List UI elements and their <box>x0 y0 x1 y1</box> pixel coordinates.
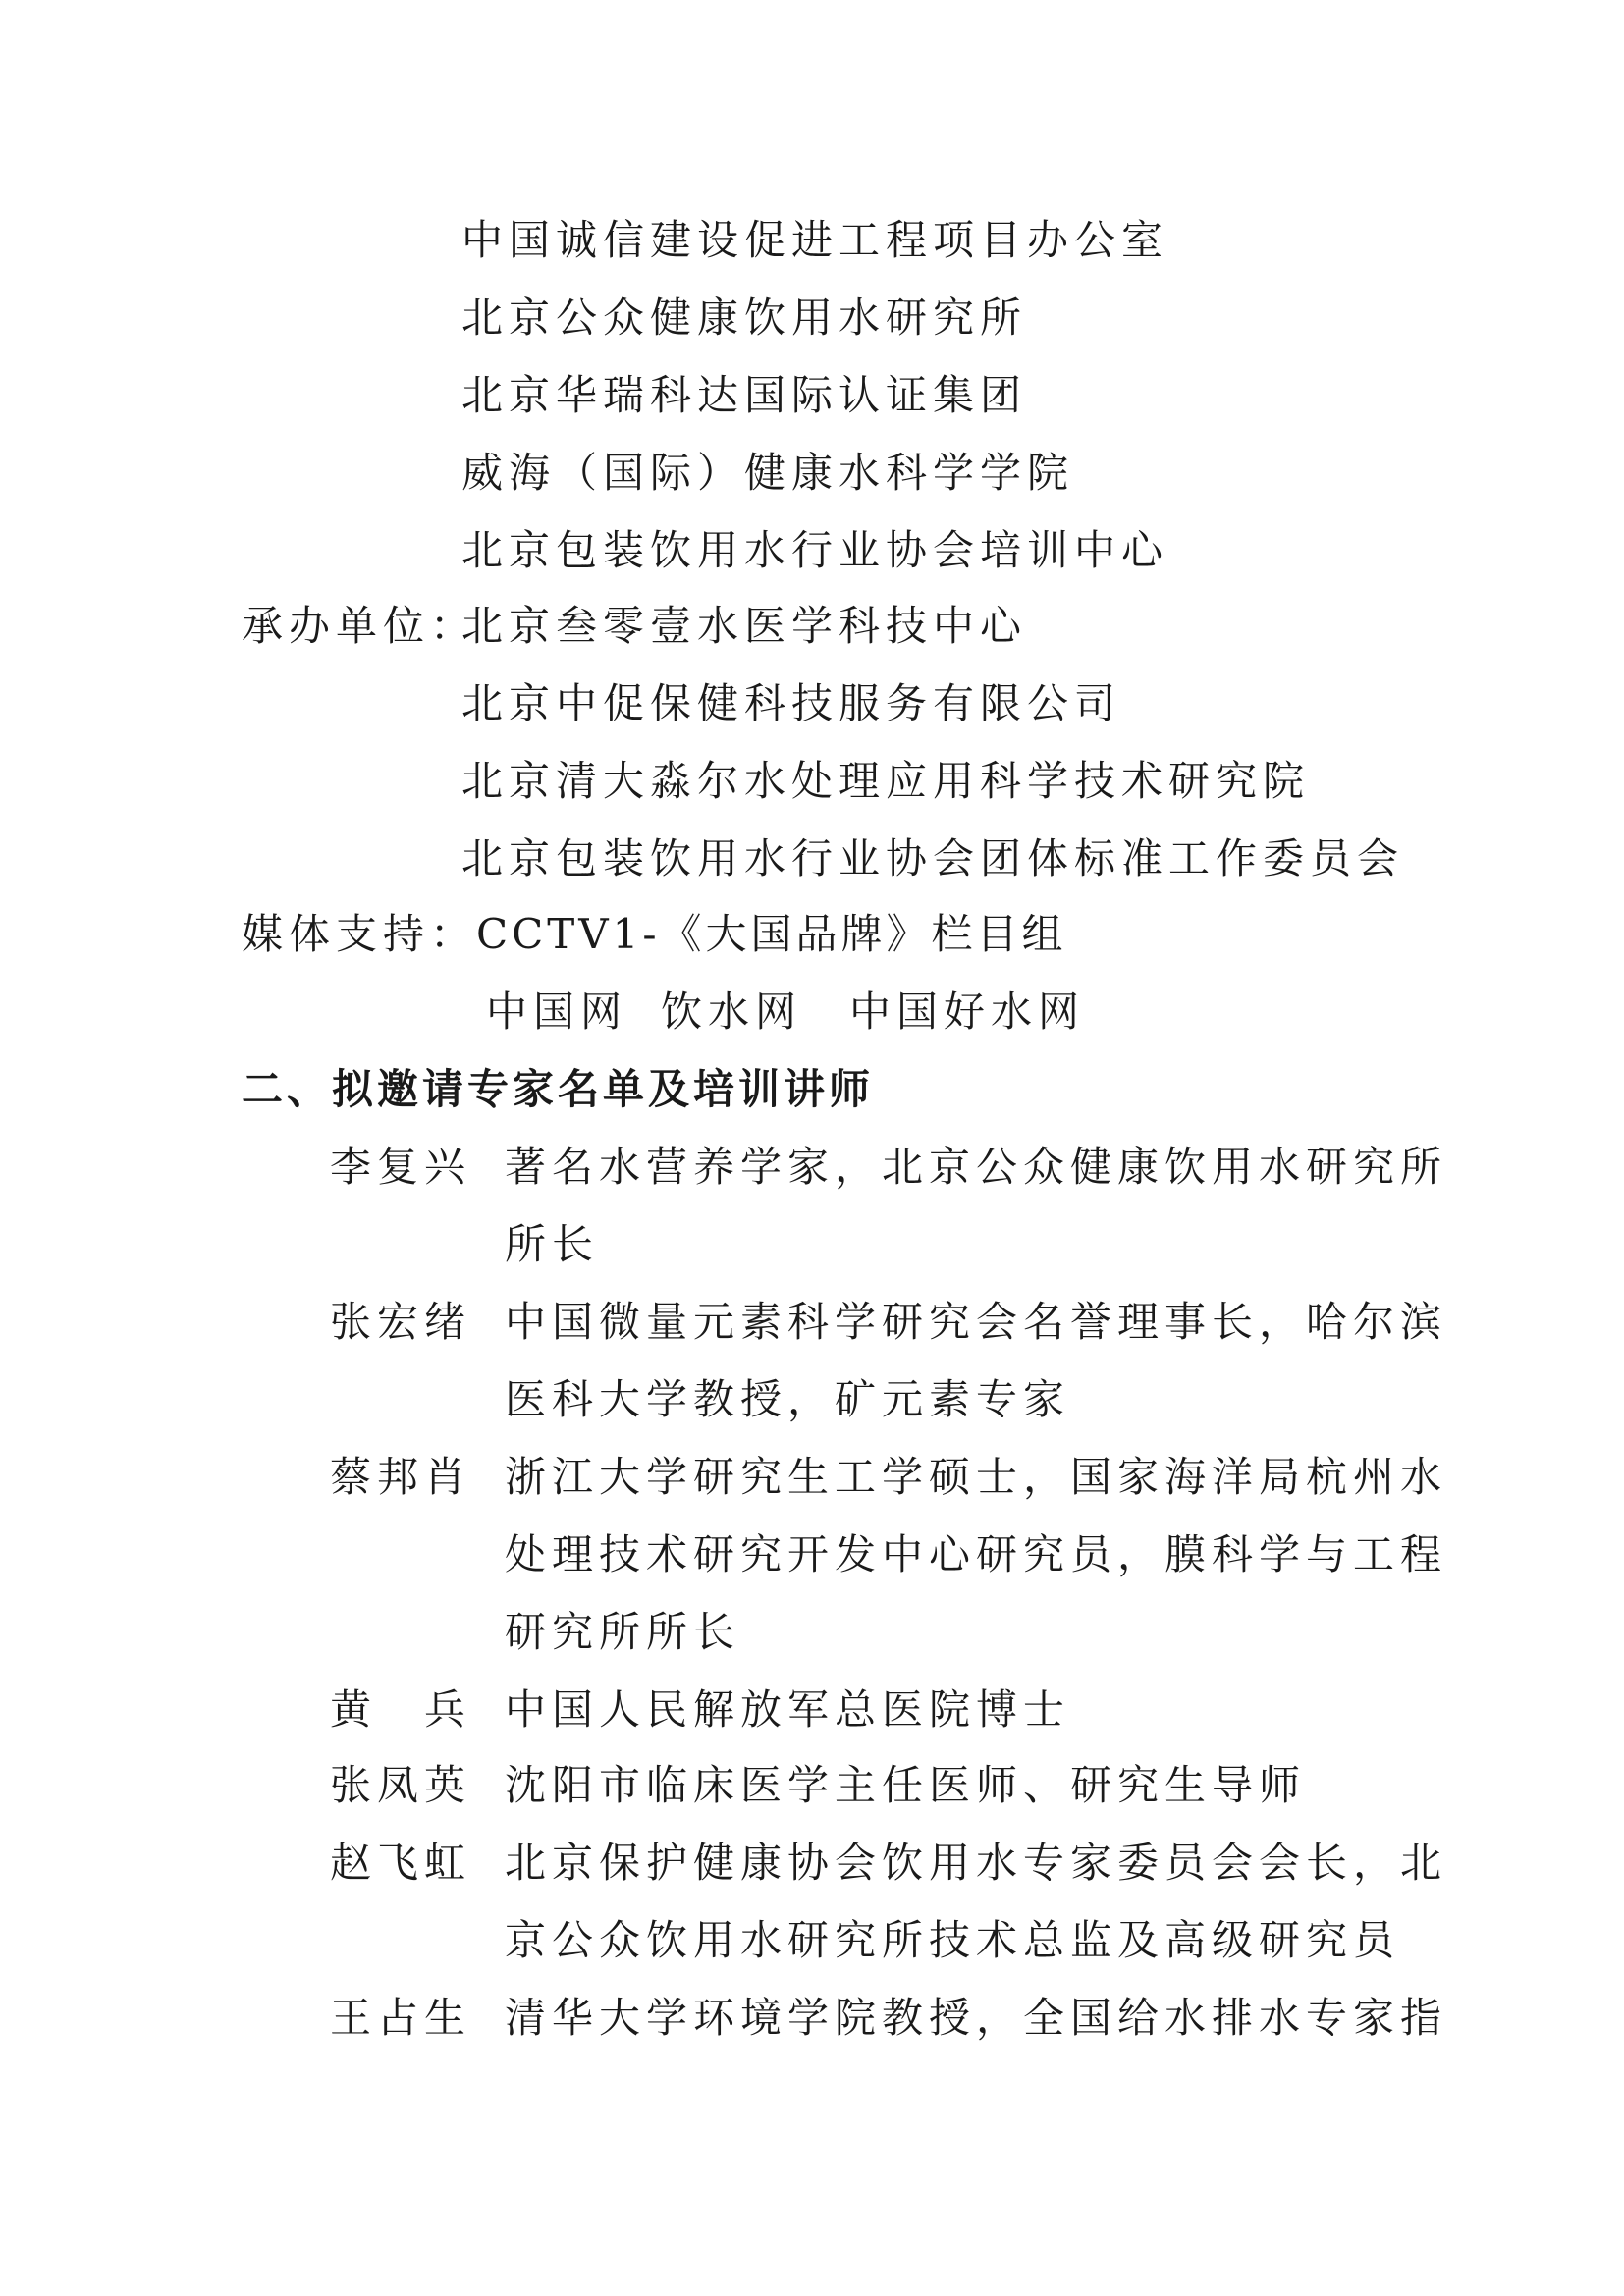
media-line-1: CCTV1-《大国品牌》栏目组 <box>476 910 1067 958</box>
expert-name: 张凤英 <box>330 1761 472 1809</box>
expert-name: 黄 兵 <box>330 1685 472 1734</box>
expert-desc: 浙江大学研究生工学硕士，国家海洋局杭州水 <box>505 1453 1448 1501</box>
expert-desc: 中国微量元素科学研究会名誉理事长，哈尔滨 <box>505 1298 1448 1346</box>
co-organizers-label: 承办单位： <box>242 602 478 650</box>
expert-name: 赵飞虹 <box>330 1839 472 1887</box>
expert-name: 李复兴 <box>330 1143 472 1191</box>
media-line-2 <box>486 983 1085 1041</box>
expert-name: 张宏绪 <box>330 1298 472 1346</box>
expert-desc: 沈阳市临床医学主任医师、研究生导师 <box>505 1761 1307 1809</box>
expert-desc: 医科大学教授，矿元素专家 <box>505 1375 1071 1423</box>
media-item: 中国网 <box>486 988 628 1036</box>
expert-desc: 京公众饮用水研究所技术总监及高级研究员 <box>505 1916 1401 1964</box>
expert-desc: 北京保护健康协会饮用水专家委员会会长，北 <box>505 1839 1448 1887</box>
expert-name: 蔡邦肖 <box>330 1453 472 1501</box>
media-item: 饮水网 <box>661 988 803 1036</box>
organizer-line: 北京包装饮用水行业协会培训中心 <box>461 526 1169 574</box>
organizer-line: 北京公众健康饮用水研究所 <box>461 294 1028 342</box>
organizer-line: 北京华瑞科达国际认证集团 <box>461 371 1028 419</box>
expert-desc: 著名水营养学家，北京公众健康饮用水研究所 <box>505 1143 1448 1191</box>
expert-desc: 研究所所长 <box>505 1608 741 1656</box>
media-label: 媒体支持： <box>242 910 478 958</box>
co-organizer-line: 北京清大淼尔水处理应用科学技术研究院 <box>461 757 1311 805</box>
expert-desc: 清华大学环境学院教授，全国给水排水专家指 <box>505 1994 1448 2042</box>
co-organizer-line: 北京包装饮用水行业协会团体标准工作委员会 <box>461 834 1405 882</box>
organizer-line: 中国诚信建设促进工程项目办公室 <box>461 216 1169 264</box>
media-item: 中国好水网 <box>849 988 1086 1036</box>
section-heading: 二、拟邀请专家名单及培训讲师 <box>242 1065 875 1113</box>
expert-name: 王占生 <box>330 1994 472 2042</box>
expert-desc: 中国人民解放军总医院博士 <box>505 1685 1071 1734</box>
expert-desc: 所长 <box>505 1220 600 1268</box>
expert-desc: 处理技术研究开发中心研究员，膜科学与工程 <box>505 1530 1448 1578</box>
co-organizer-line: 北京叁零壹水医学科技中心 <box>461 602 1028 650</box>
organizer-line: 威海（国际）健康水科学学院 <box>461 449 1075 497</box>
co-organizer-line: 北京中促保健科技服务有限公司 <box>461 679 1122 727</box>
